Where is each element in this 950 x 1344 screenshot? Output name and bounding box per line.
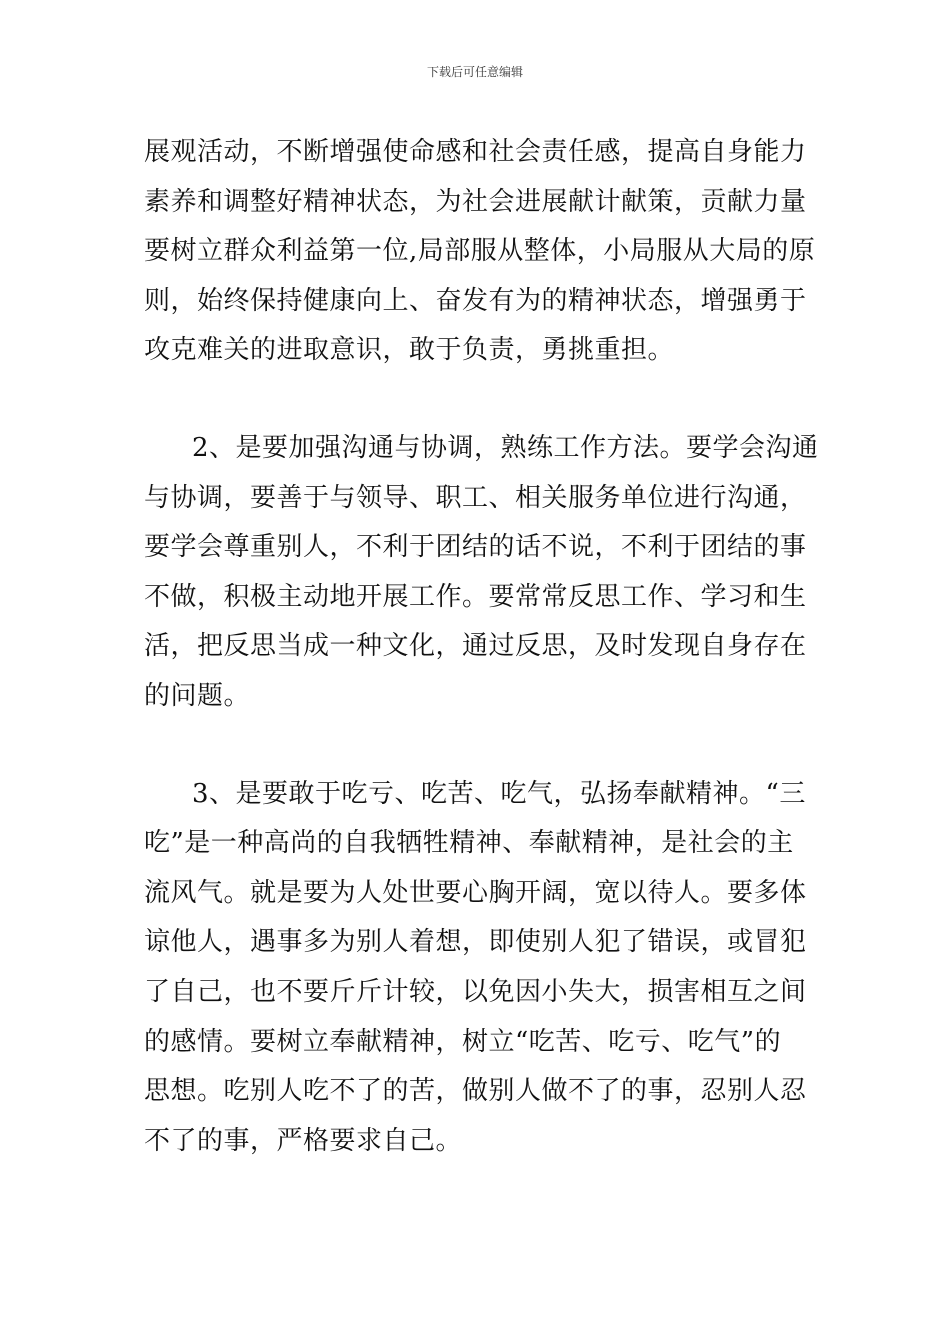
text-line: 展观活动，不断增强使命感和社会责任感，提高自身能力 bbox=[144, 137, 807, 167]
paragraph-1 bbox=[144, 128, 816, 376]
text-line: 流风气。就是要为人处世要心胸开阔，宽以待人。要多体 bbox=[144, 877, 807, 908]
text-line: 要学会尊重别人，不利于团结的话不说，不利于团结的事 bbox=[144, 532, 807, 563]
text-line: 不做，积极主动地开展工作。要常常反思工作、学习和生 bbox=[144, 581, 807, 612]
text-line: 攻克难关的进取意识，敢于负责，勇挑重担。 bbox=[144, 335, 675, 366]
page-header: 下载后可任意编辑 bbox=[426, 65, 523, 79]
text-line: 谅他人，遇事多为别人着想，即使别人犯了错误，或冒犯 bbox=[144, 927, 807, 958]
text-line: 素养和调整好精神状态，为社会进展献计献策，贡献力量 bbox=[144, 186, 807, 217]
text-line: 3、是要敢于吃亏、吃苦、吃气，弘扬奉献精神。“三 bbox=[192, 778, 806, 809]
text-line: 不了的事，严格要求自己。 bbox=[144, 1125, 463, 1156]
text-line: 的问题。 bbox=[144, 680, 251, 711]
text-line: 的感情。要树立奉献精神，树立“吃苦、吃亏、吃气”的 bbox=[144, 1026, 782, 1057]
text-line: 吃”是一种高尚的自我牺牲精神、奉献精神，是社会的主 bbox=[144, 828, 794, 859]
text-line: 要树立群众利益第一位,局部服从整体，小局服从大局的原 bbox=[144, 236, 816, 267]
document-body bbox=[144, 128, 819, 1166]
text-line: 与协调，要善于与领导、职工、相关服务单位进行沟通， bbox=[144, 482, 807, 513]
text-line: 活，把反思当成一种文化，通过反思，及时发现自身存在 bbox=[144, 631, 807, 662]
text-line: 思想。吃别人吃不了的苦，做别人做不了的事，忍别人忍 bbox=[144, 1076, 807, 1107]
text-line: 2、是要加强沟通与协调，熟练工作方法。要学会沟通 bbox=[192, 432, 819, 463]
paragraph-3 bbox=[144, 770, 812, 1167]
text-line: 则，始终保持健康向上、奋发有为的精神状态，增强勇于 bbox=[144, 285, 807, 316]
text-line: 了自己，也不要斤斤计较，以免因小失大，损害相互之间 bbox=[144, 976, 807, 1007]
paragraph-2 bbox=[144, 424, 819, 722]
